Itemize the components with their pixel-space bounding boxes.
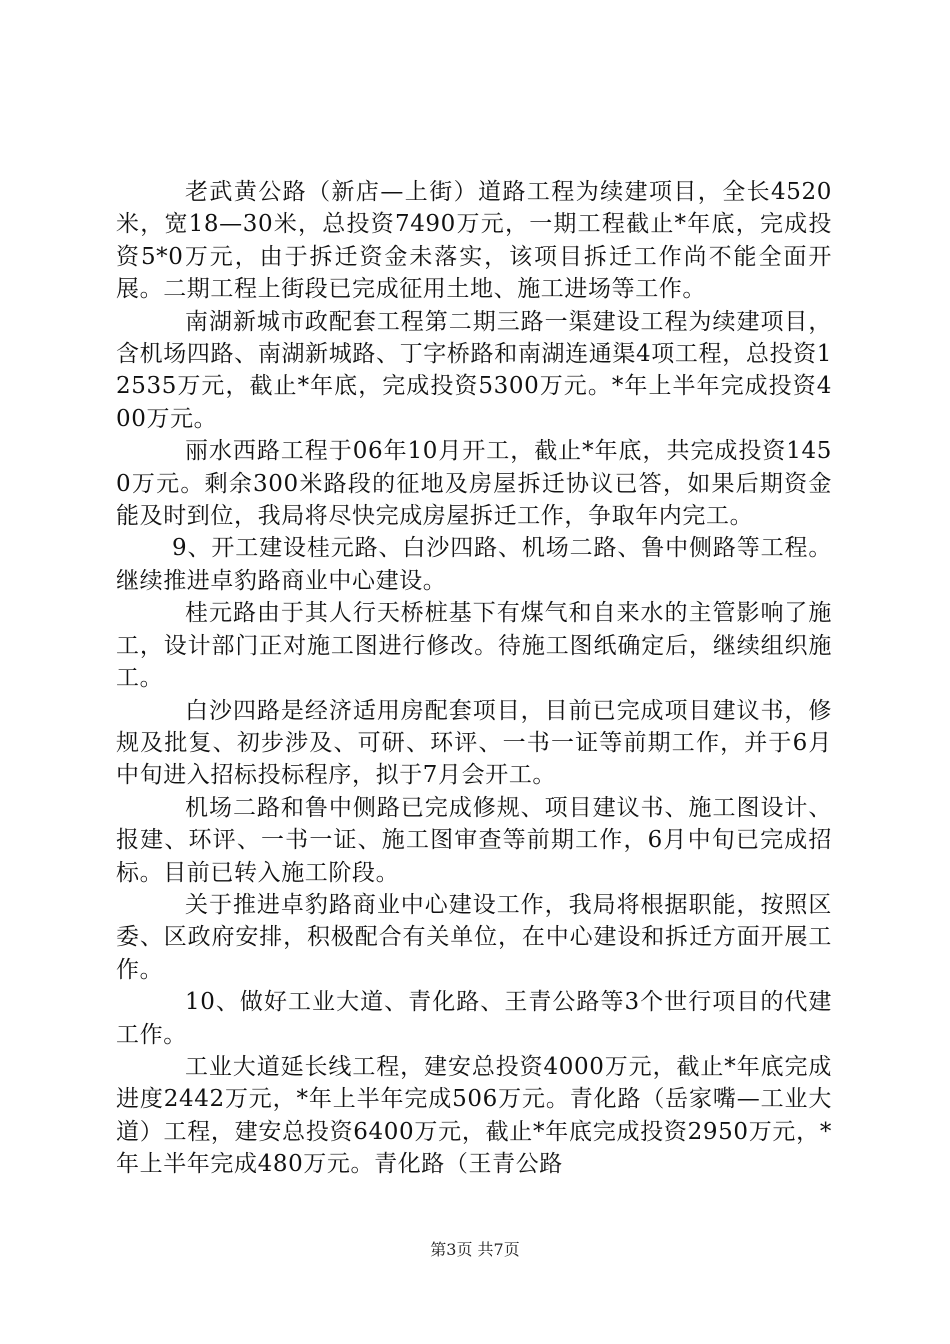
paragraph-guiyuan-road: 桂元路由于其人行天桥桩基下有煤气和自来水的主管影响了施工，设计部门正对施工图进行修改。待施工图纸确定后，继续组织施工。 <box>116 600 832 692</box>
paragraph-airport-2nd-road: 机场二路和鲁中侧路已完成修规、项目建议书、施工图设计、报建、环评、一书一证、施工图审查等前期工作，6月中旬已完成招标。目前已转入施工阶段。 <box>116 794 832 886</box>
paragraph-nanhu-new-city: 南湖新城市政配套工程第二期三路一渠建设工程为续建项目，含机场四路、南湖新城路、丁字桥路和南湖连通渠4项工程，总投资12535万元，截止*年底，完成投资5300万元。*年上半年完成投资400万元。 <box>116 308 832 432</box>
paragraph-laowuhuang-road: 老武黄公路（新店—上街）道路工程为续建项目，全长4520米，宽18—30米，总投资7490万元，一期工程截止*年底，完成投资5*0万元，由于拆迁资金未落实，该项目拆迁工作尚不能全面开展。二期工程上街段已完成征用土地、施工进场等工作。 <box>116 179 832 303</box>
paragraph-zhuobao-commercial-center: 关于推进卓豹路商业中心建设工作，我局将根据职能，按照区委、区政府安排，积极配合有关单位，在中心建设和拆迁方面开展工作。 <box>116 891 832 983</box>
paragraph-item-10-heading: 10、做好工业大道、青化路、王青公路等3个世行项目的代建工作。 <box>116 989 832 1048</box>
paragraph-item-9-heading: 9、开工建设桂元路、白沙四路、机场二路、鲁中侧路等工程。继续推进卓豹路商业中心建设。 <box>116 535 832 594</box>
page-footer: 第3页 共7页 <box>430 1240 520 1259</box>
paragraph-lishui-west-road: 丽水西路工程于06年10月开工，截止*年底，共完成投资1450万元。剩余300米路段的征地及房屋拆迁协议已答，如果后期资金能及时到位，我局将尽快完成房屋拆迁工作，争取年内完工。 <box>116 438 832 530</box>
paragraph-industrial-avenue: 工业大道延长线工程，建安总投资4000万元，截止*年底完成进度2442万元，*年上半年完成506万元。青化路（岳家嘴—工业大道）工程，建安总投资6400万元，截止*年底完成投资2950万元，*年上半年完成480万元。青化路（王青公路 <box>116 1053 832 1178</box>
paragraph-baisha-4th-road: 白沙四路是经济适用房配套项目，目前已完成项目建议书，修规及批复、初步涉及、可研、环评、一书一证等前期工作，并于6月中旬进入招标投标程序，拟于7月会开工。 <box>116 697 832 789</box>
document-body <box>116 176 832 1181</box>
